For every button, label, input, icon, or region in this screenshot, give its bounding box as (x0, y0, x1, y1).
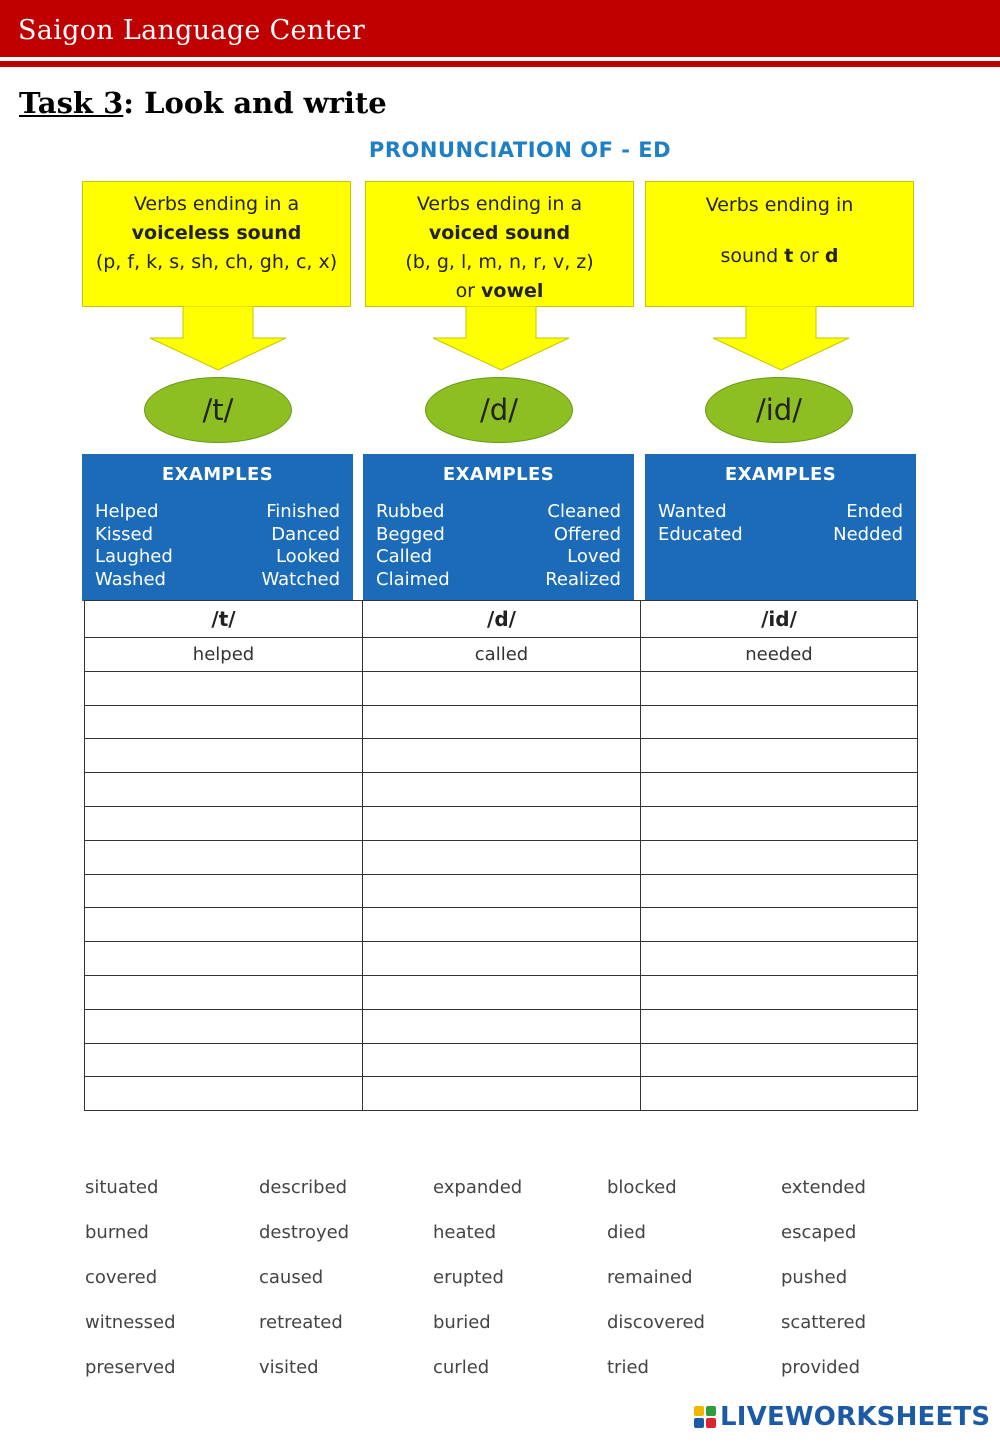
sound-ellipse-d: /d/ (425, 377, 573, 443)
word-bank-item[interactable]: curled (433, 1357, 490, 1378)
rule-emphasis: voiceless sound (131, 222, 302, 244)
task-label: Task 3 (19, 86, 124, 120)
word-bank-item[interactable]: retreated (259, 1312, 343, 1333)
rule-or: or (793, 245, 825, 267)
rule-t: t (784, 245, 794, 267)
word-bank-item[interactable]: witnessed (85, 1312, 176, 1333)
word-bank-item[interactable]: escaped (781, 1222, 857, 1243)
rule-box-t-or-d (645, 181, 914, 307)
answer-cell[interactable] (363, 1077, 641, 1111)
table-row (85, 773, 918, 807)
answer-cell[interactable] (641, 1043, 918, 1077)
example-word: Rubbed (376, 501, 445, 522)
table-row (85, 806, 918, 840)
table-row (85, 942, 918, 976)
word-bank-item[interactable]: extended (781, 1177, 866, 1198)
word-bank-item[interactable]: heated (433, 1222, 497, 1243)
table-header-t: /t/ (85, 601, 363, 638)
word-bank-item[interactable]: tried (607, 1357, 649, 1378)
table-row (85, 874, 918, 908)
examples-right-column (545, 501, 621, 591)
table-example-row (85, 638, 918, 672)
answer-cell[interactable] (641, 975, 918, 1009)
word-bank-item[interactable]: scattered (781, 1312, 866, 1333)
down-arrow-icon (431, 306, 571, 372)
example-word: Realized (545, 568, 621, 590)
answer-cell[interactable] (363, 874, 641, 908)
examples-box-id (645, 454, 916, 601)
word-bank-item[interactable]: burned (85, 1222, 149, 1243)
table-row (85, 908, 918, 942)
rule-line: Verbs ending in a (416, 193, 583, 215)
examples-title: EXAMPLES (724, 464, 837, 485)
answer-cell[interactable] (363, 739, 641, 773)
rule-box-voiced (365, 181, 634, 307)
examples-title: EXAMPLES (442, 464, 555, 485)
answer-cell[interactable] (363, 806, 641, 840)
chart-heading: PRONUNCIATION OF - ED (368, 138, 672, 162)
table-example-t: helped (85, 638, 363, 672)
example-word: Watched (261, 568, 340, 590)
word-bank-item[interactable]: destroyed (259, 1222, 350, 1243)
rule-box-voiceless (82, 181, 351, 307)
rule-sound: sound (720, 245, 785, 267)
example-word: Nedded (833, 523, 903, 545)
answer-cell[interactable] (641, 705, 918, 739)
example-word: Looked (275, 546, 340, 567)
table-row (85, 739, 918, 773)
word-bank-item[interactable]: remained (607, 1267, 693, 1288)
examples-left-column (376, 501, 450, 591)
rule-line: Verbs ending in a (133, 193, 300, 215)
answer-cell[interactable] (641, 806, 918, 840)
answer-cell[interactable] (363, 1043, 641, 1077)
example-word: Danced (271, 523, 340, 545)
word-bank-item[interactable]: described (259, 1177, 348, 1198)
sound-ellipse-t: /t/ (144, 377, 292, 443)
example-word: Kissed (95, 523, 154, 545)
rule-letters: (p, f, k, s, sh, ch, gh, c, x) (95, 251, 338, 273)
answer-cell[interactable] (85, 942, 363, 976)
table-example-id: needed (641, 638, 918, 672)
answer-cell[interactable] (363, 671, 641, 705)
answer-cell[interactable] (641, 874, 918, 908)
word-bank-item[interactable]: provided (781, 1357, 861, 1378)
answer-cell[interactable] (641, 773, 918, 807)
answer-cell[interactable] (641, 942, 918, 976)
task-title (19, 86, 387, 120)
word-bank-item[interactable]: pushed (781, 1267, 848, 1288)
answer-cell[interactable] (85, 840, 363, 874)
rule-or: or (455, 280, 482, 302)
sound-ellipse-id: /id/ (705, 377, 853, 443)
table-row (85, 1009, 918, 1043)
answer-table (84, 600, 918, 1111)
table-row (85, 1043, 918, 1077)
answer-cell[interactable] (363, 705, 641, 739)
table-header-row (85, 601, 918, 638)
table-example-d: called (363, 638, 641, 672)
answer-cell[interactable] (363, 908, 641, 942)
answer-cell[interactable] (85, 806, 363, 840)
example-word: Begged (376, 523, 445, 545)
answer-cell[interactable] (363, 773, 641, 807)
table-row (85, 671, 918, 705)
rule-line: Verbs ending in (705, 194, 854, 216)
answer-cell[interactable] (641, 739, 918, 773)
header-title: Saigon Language Center (18, 15, 366, 46)
answer-cell[interactable] (85, 739, 363, 773)
table-header-d: /d/ (363, 601, 641, 638)
answer-cell[interactable] (85, 975, 363, 1009)
word-bank-item[interactable]: covered (85, 1267, 158, 1288)
example-word: Wanted (658, 501, 727, 522)
table-row (85, 1077, 918, 1111)
header-bar (0, 0, 1000, 57)
example-word: Ended (846, 501, 903, 522)
table-row (85, 705, 918, 739)
examples-left-column (658, 501, 743, 546)
answer-cell[interactable] (85, 773, 363, 807)
examples-right-column (833, 501, 903, 546)
answer-cell[interactable] (641, 1009, 918, 1043)
table-row (85, 975, 918, 1009)
answer-cell[interactable] (363, 942, 641, 976)
rule-emphasis: voiced sound (428, 222, 571, 244)
table-header-id: /id/ (641, 601, 918, 638)
examples-box-t (82, 454, 353, 601)
rule-vowel: vowel (481, 280, 544, 302)
example-word: Educated (658, 523, 743, 545)
answer-cell[interactable] (641, 908, 918, 942)
word-bank-item[interactable]: blocked (607, 1177, 677, 1198)
rule-d: d (824, 245, 839, 267)
liveworksheets-logo (694, 1402, 990, 1432)
word-bank-item[interactable]: preserved (85, 1357, 176, 1378)
answer-cell[interactable] (85, 1009, 363, 1043)
word-bank-item[interactable]: died (607, 1222, 646, 1243)
word-bank-item[interactable]: caused (259, 1267, 324, 1288)
word-bank-item[interactable]: discovered (607, 1312, 705, 1333)
word-bank-item[interactable]: erupted (433, 1267, 504, 1288)
word-bank-item[interactable]: situated (85, 1177, 159, 1198)
examples-title: EXAMPLES (161, 464, 274, 485)
example-word: Finished (266, 501, 340, 522)
answer-cell[interactable] (85, 671, 363, 705)
example-word: Called (376, 546, 433, 567)
examples-box-d (363, 454, 634, 601)
examples-right-column (261, 501, 340, 591)
word-bank-item[interactable]: expanded (433, 1177, 523, 1198)
word-bank-item[interactable]: buried (433, 1312, 491, 1333)
answer-cell[interactable] (85, 1043, 363, 1077)
example-word: Washed (95, 568, 166, 590)
answer-cell[interactable] (363, 1009, 641, 1043)
table-row (85, 840, 918, 874)
task-instruction: : Look and write (123, 86, 387, 120)
example-word: Loved (567, 546, 621, 567)
rule-letters: (b, g, l, m, n, r, v, z) (405, 251, 594, 273)
logo-text: LIVEWORKSHEETS (720, 1402, 991, 1432)
answer-cell[interactable] (641, 671, 918, 705)
answer-cell[interactable] (85, 1077, 363, 1111)
down-arrow-icon (711, 306, 851, 372)
examples-left-column (95, 501, 173, 591)
answer-cell[interactable] (641, 840, 918, 874)
liveworksheets-logo-icon (694, 1406, 716, 1428)
answer-cell[interactable] (85, 874, 363, 908)
answer-cell[interactable] (85, 705, 363, 739)
answer-cell[interactable] (363, 975, 641, 1009)
down-arrow-icon (148, 306, 288, 372)
header-divider (0, 61, 1000, 67)
answer-cell[interactable] (363, 840, 641, 874)
example-word: Claimed (376, 568, 450, 590)
example-word: Cleaned (547, 501, 621, 522)
word-bank-item[interactable]: visited (259, 1357, 319, 1378)
example-word: Offered (553, 523, 621, 545)
example-word: Laughed (95, 546, 173, 567)
answer-cell[interactable] (85, 908, 363, 942)
answer-cell[interactable] (641, 1077, 918, 1111)
example-word: Helped (95, 501, 159, 522)
